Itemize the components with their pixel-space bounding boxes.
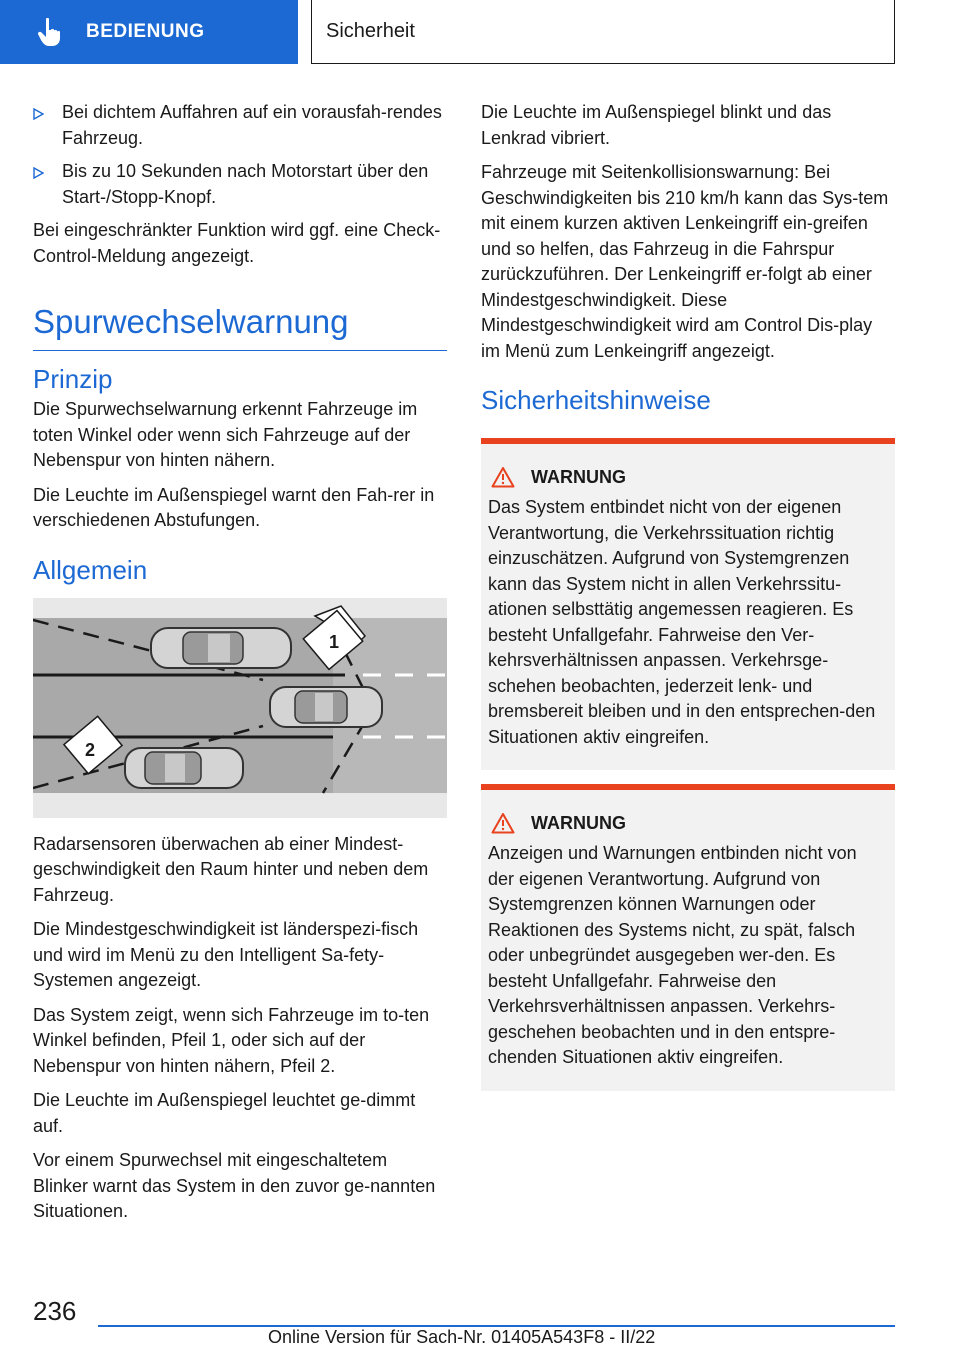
triangle-bullet-icon [33,100,62,151]
footer-online-version: Online Version für Sach-Nr. 01405A543F8 - II/22 [268,1327,656,1347]
subsection-title-allgemein: Allgemein [33,554,148,585]
triangle-bullet-icon [33,159,62,210]
warning-box [481,784,895,1091]
chapter-header [311,0,895,64]
warning-box [481,438,895,770]
warning-triangle-icon [491,466,515,488]
prinzip-paragraph-2: Die Leuchte im Außenspiegel warnt den Fah-rer in verschiedenen Abstufungen. [33,484,435,530]
warning-title: WARNUNG [531,812,626,833]
left-column [33,100,447,1234]
section-tab-label: BEDIENUNG [86,21,205,42]
list-item [33,100,447,151]
section-tab [0,0,298,64]
paragraph: Die Leuchte im Außenspiegel blinkt und das Lenkrad vibriert. [481,102,832,148]
arrow-2-label: 2 [85,739,96,760]
list-item [33,159,447,210]
subsection-title-prinzip: Prinzip [33,364,113,394]
car-icon [125,748,243,788]
blind-spot-diagram [33,598,447,818]
list-item-text: Bis zu 10 Sekunden nach Motorstart über den Start-/Stopp-Knopf. [62,161,429,207]
arrow-1-label: 1 [329,631,340,652]
warning-title: WARNUNG [531,466,626,487]
paragraph: Vor einem Spurwechsel mit eingeschaltetem Blinker warnt das System in den zuvor ge-nannten Situationen. [33,1150,436,1221]
lane-diagram-svg [33,598,447,818]
car-icon [151,628,291,668]
warning-text: Das System entbindet nicht von der eigenen Verantwortung, die Verkehrssituation richtig einzuschätzen. Aufgrund von Systemgrenzen kann das System nicht in allen Verkehrssitu-ationen selbsttätig angemessen reagieren. Es besteht Unfallgefahr. Fahrweise den Ver-kehrsverhältnissen anpassen. Verkehrsge-schehen beobachten, jederzeit lenk- und bremsbereit bleiben und in den entsprechen-den Situationen aktiv eingreifen. [488,497,876,747]
intro-paragraph: Bei eingeschränkter Funktion wird ggf. eine Check-Control-Meldung angezeigt. [33,220,441,266]
hand-pointer-icon [34,15,68,49]
page-number: 236 [33,1296,77,1326]
safety-section-title: Sicherheitshinweise [481,385,711,415]
section-title: Spurwechselwarnung [33,278,447,351]
paragraph: Die Mindestgeschwindigkeit ist länderspezi-fisch und wird im Menü zu den Intelligent Sa-fety-Systemen angezeigt. [33,919,419,990]
list-item-text: Bei dichtem Auffahren auf ein vorausfah-rendes Fahrzeug. [62,102,442,148]
paragraph: Die Leuchte im Außenspiegel leuchtet ge-dimmt auf. [33,1090,416,1136]
own-car-icon [270,687,382,727]
paragraph: Das System zeigt, wenn sich Fahrzeuge im to-ten Winkel befinden, Pfeil 1, oder sich auf der Nebenspur von hinten nähern, Pfeil 2. [33,1004,430,1076]
prinzip-paragraph-1: Die Spurwechselwarnung erkennt Fahrzeuge im toten Winkel oder wenn sich Fahrzeuge auf der Nebenspur von hinten nähern. [33,399,418,470]
paragraph: Fahrzeuge mit Seitenkollisionswarnung: Bei Geschwindigkeiten bis 210 km/h kann das Sys-tem mit einem kurzen aktiven Lenkeingriff ein-greifen und so helfen, das Fahrzeug in die Fahrspur zurückzuführen. Der Lenkeingriff er-folgt ab einer Mindestgeschwindigkeit. Diese Mindestgeschwindigkeit wird am Control Dis-play im Menü zum Lenkeingriff angezeigt. [481,162,889,361]
chapter-title: Sicherheit [326,20,415,42]
warning-triangle-icon [491,812,515,834]
right-column [481,100,895,1105]
paragraph: Radarsensoren überwachen ab einer Mindest-geschwindigkeit den Raum hinter und neben dem Fahrzeug. [33,833,429,905]
warning-text: Anzeigen und Warnungen entbinden nicht von der eigenen Verantwortung. Aufgrund von Systemgrenzen können Warnungen oder Reaktionen des Systems nicht, zu spät, falsch oder unbegründet ausgegeben wer-den. Es besteht Unfallgefahr. Fahrweise den Verkehrsverhältnissen anpassen. Verkehrs-geschehen beobachten und in den entspre-chenden Situationen aktiv eingreifen. [488,843,857,1067]
